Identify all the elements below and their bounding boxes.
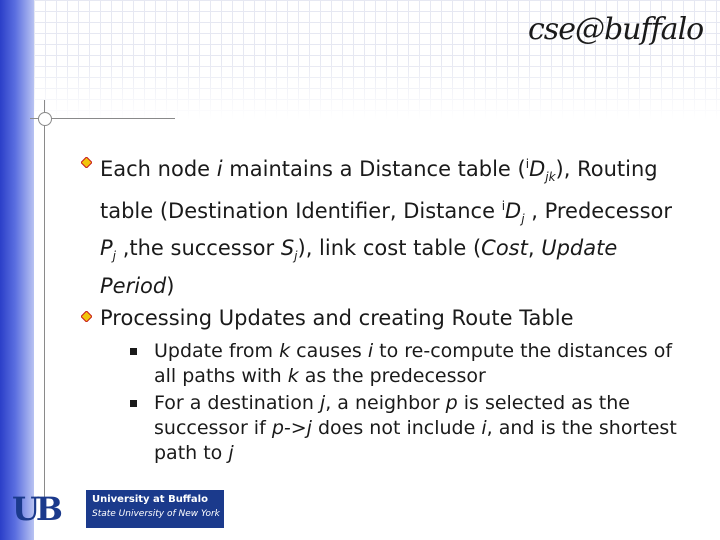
text-run: to re-compute the distances of all paths with <box>154 339 673 387</box>
italic-text: k <box>279 339 291 362</box>
text-run: does not include <box>311 416 482 439</box>
sub-bullet-list <box>128 339 680 466</box>
ub-subname-line: State University of New York <box>92 509 220 519</box>
ub-name-line: University at Buffalo <box>92 494 208 505</box>
italic-text: P <box>100 236 113 261</box>
text-run: , a neighbor <box>325 391 446 414</box>
text-run: ), link cost table ( <box>297 236 482 261</box>
text-run: is selected as the successor if <box>154 391 630 439</box>
sub-bullet-text <box>154 340 672 387</box>
bullet-item <box>80 304 680 466</box>
italic-text: i <box>481 416 487 439</box>
bullet-text <box>100 157 672 298</box>
text-run: ) <box>166 273 175 298</box>
cse-buffalo-logo <box>528 12 704 56</box>
square-bullet-icon <box>130 400 137 407</box>
italic-text: S <box>280 236 295 261</box>
italic-text: j <box>319 391 326 414</box>
sub-bullet-item <box>128 339 680 389</box>
text-run: causes <box>290 339 368 362</box>
logo-text: cse@buffalo <box>528 12 704 47</box>
diamond-bullet-icon <box>81 157 92 168</box>
subscript-text: j <box>521 212 525 227</box>
italic-text: j <box>228 441 234 464</box>
slide-content <box>80 150 680 468</box>
text-run: ,the successor <box>116 236 281 261</box>
italic-text: p <box>445 391 458 414</box>
superscript-text: i <box>501 199 506 214</box>
text-run: , <box>527 236 542 261</box>
text-run: Each node <box>100 157 217 181</box>
italic-text: Update Period <box>100 236 618 298</box>
text-run: , Predecessor <box>524 199 673 224</box>
subscript-text: j <box>294 249 298 264</box>
ub-name-box <box>86 490 224 528</box>
text-run: as the predecessor <box>298 364 486 387</box>
ub-footer-logo <box>12 490 222 530</box>
ub-letters-logo: UB <box>12 490 59 528</box>
crosshair-circle <box>38 112 52 126</box>
left-accent-bar <box>0 0 34 540</box>
text-run: Update from <box>154 339 280 362</box>
text-run: Processing Updates and creating Route Table <box>100 305 574 330</box>
subscript-text: jk <box>545 170 556 185</box>
italic-text: p->j <box>271 416 312 439</box>
italic-text: Cost <box>481 236 528 261</box>
crosshair-vertical-line <box>44 100 45 520</box>
square-bullet-icon <box>130 348 137 355</box>
superscript-text: i <box>525 157 530 171</box>
text-run: , and is the shortest path to <box>154 416 677 464</box>
italic-text: k <box>287 364 299 387</box>
subscript-text: j <box>112 249 117 264</box>
italic-text: D <box>529 157 546 181</box>
sub-bullet-item <box>128 391 680 466</box>
sub-bullet-text <box>154 392 677 464</box>
italic-text: D <box>505 199 522 224</box>
text-run: ), Routing table (Destination Identifier, Distance <box>100 157 658 224</box>
italic-text: i <box>216 157 223 181</box>
text-run: For a destination <box>154 391 320 414</box>
italic-text: i <box>367 339 374 362</box>
bullet-item <box>80 150 680 301</box>
diamond-bullet-icon <box>81 311 92 322</box>
text-run: maintains a Distance table ( <box>222 157 526 181</box>
header-grid-fade <box>34 60 720 120</box>
bullet-text <box>100 306 574 330</box>
